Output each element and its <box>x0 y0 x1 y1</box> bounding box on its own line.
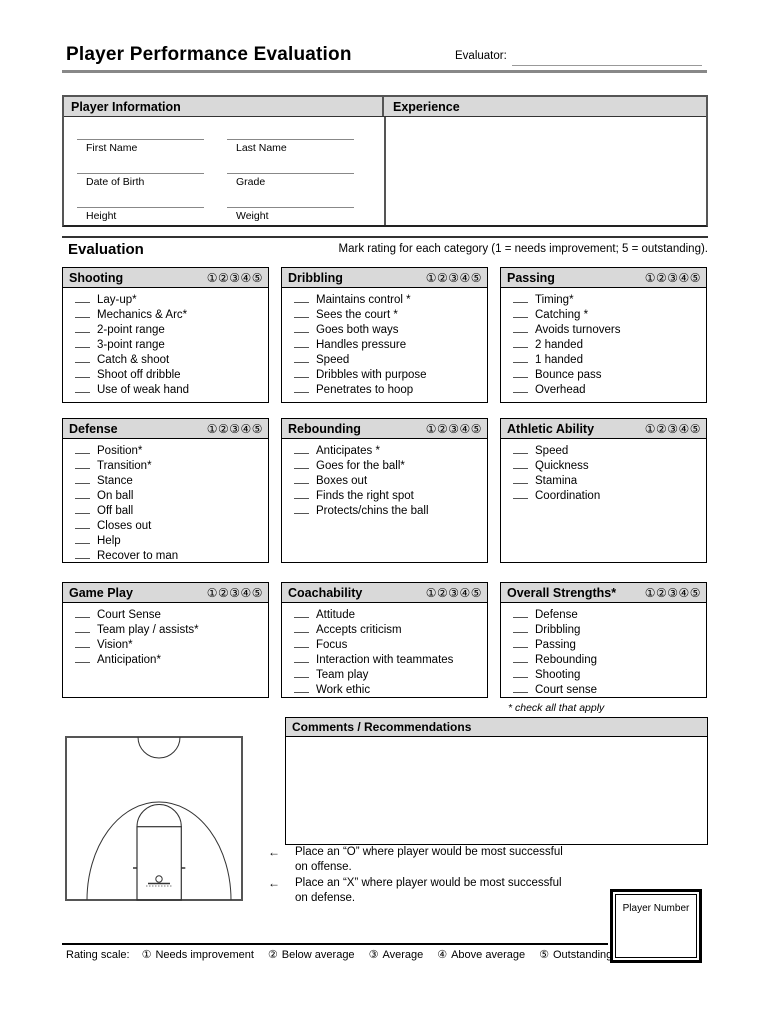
rating-blank[interactable] <box>75 489 90 499</box>
rating-item <box>294 668 483 683</box>
rating-blank[interactable] <box>294 668 309 678</box>
rating-blank[interactable] <box>75 549 90 559</box>
rating-item <box>513 608 702 623</box>
rating-item <box>513 383 702 398</box>
category-items <box>63 288 268 398</box>
input-field[interactable] <box>227 173 354 188</box>
category-box-game-play <box>62 582 269 698</box>
key-lane <box>137 827 181 900</box>
rating-blank[interactable] <box>294 474 309 484</box>
rating-item-label: Bounce pass <box>535 369 602 381</box>
rating-item <box>75 444 264 459</box>
rating-item-label: Coordination <box>535 490 601 502</box>
court-instructions <box>268 845 608 907</box>
rating-item <box>294 293 483 308</box>
field-row <box>77 139 377 154</box>
comments-header: Comments / Recommendations <box>286 718 707 737</box>
bottom-rule <box>62 943 608 945</box>
rating-item-label: Penetrates to hoop <box>316 384 414 396</box>
center-circle <box>138 737 180 758</box>
category-header <box>282 583 487 603</box>
rating-circles: ①②③④⑤ <box>425 585 482 600</box>
field-label: Height <box>86 210 117 222</box>
rating-blank[interactable] <box>75 504 90 514</box>
rating-scale-entry <box>369 948 424 961</box>
experience-header: Experience <box>382 97 706 116</box>
rating-item <box>513 293 702 308</box>
left-arrow-icon: ← <box>268 876 280 890</box>
rating-circles: ①②③④⑤ <box>206 585 263 600</box>
rating-item <box>513 623 702 638</box>
rating-item-label: Anticipates * <box>316 445 380 457</box>
rating-item-label: Catch & shoot <box>97 354 170 366</box>
input-field[interactable] <box>77 207 204 222</box>
rating-item <box>75 638 264 653</box>
rating-blank[interactable] <box>75 638 90 648</box>
rating-item <box>294 504 483 519</box>
rating-item-label: Avoids turnovers <box>535 324 621 336</box>
rating-circle-digit: ② <box>267 949 278 961</box>
input-field[interactable] <box>77 173 204 188</box>
comments-box <box>285 717 708 845</box>
rating-blank[interactable] <box>75 474 90 484</box>
three-point-arc <box>87 802 231 900</box>
rating-blank[interactable] <box>513 353 528 363</box>
rating-item <box>294 474 483 489</box>
rating-blank[interactable] <box>294 368 309 378</box>
rating-scale-label: Rating scale: <box>66 949 130 961</box>
rating-item <box>294 368 483 383</box>
rating-item-label: Finds the right spot <box>316 490 414 502</box>
field-underline[interactable] <box>227 207 354 208</box>
rating-item <box>75 459 264 474</box>
category-title: Overall Strengths* <box>507 585 617 600</box>
rating-item-label: Stance <box>97 475 133 487</box>
rating-blank[interactable] <box>75 623 90 633</box>
instruction-line-2: on offense. <box>295 861 352 873</box>
rating-item-label: Mechanics & Arc* <box>97 309 188 321</box>
category-title: Defense <box>69 421 118 436</box>
rating-item-label: Interaction with teammates <box>316 654 454 666</box>
rating-blank[interactable] <box>75 323 90 333</box>
rating-circle-digit: ④ <box>437 949 448 961</box>
rating-blank[interactable] <box>75 608 90 618</box>
rating-blank[interactable] <box>513 368 528 378</box>
rating-item-label: Attitude <box>316 609 355 621</box>
field-row <box>77 207 377 222</box>
field-underline[interactable] <box>77 207 204 208</box>
rating-blank[interactable] <box>513 623 528 633</box>
rating-blank[interactable] <box>294 504 309 514</box>
rating-item-label: Lay-up* <box>97 294 137 306</box>
rating-blank[interactable] <box>513 668 528 678</box>
rating-item <box>513 323 702 338</box>
rating-blank[interactable] <box>294 353 309 363</box>
rating-item-label: Use of weak hand <box>97 384 190 396</box>
rating-item-label: Off ball <box>97 505 134 517</box>
rating-item <box>513 459 702 474</box>
rating-scale-text: Needs improvement <box>155 949 254 961</box>
category-items <box>501 288 706 398</box>
rating-item <box>75 519 264 534</box>
rating-blank[interactable] <box>75 368 90 378</box>
rating-item-label: Rebounding <box>535 654 598 666</box>
basketball-rim <box>156 876 162 882</box>
rating-blank[interactable] <box>294 638 309 648</box>
rating-blank[interactable] <box>294 308 309 318</box>
rating-circles: ①②③④⑤ <box>644 421 701 436</box>
rating-item <box>294 653 483 668</box>
rating-item-label: Timing* <box>535 294 574 306</box>
rating-item-label: Accepts criticism <box>316 624 402 636</box>
player-info-header: Player Information <box>71 100 181 114</box>
rating-item <box>513 683 702 698</box>
rating-blank[interactable] <box>513 638 528 648</box>
rating-blank[interactable] <box>513 338 528 348</box>
rating-item <box>75 608 264 623</box>
field-label: Date of Birth <box>86 176 145 188</box>
rating-blank[interactable] <box>294 653 309 663</box>
rating-item-label: On ball <box>97 490 134 502</box>
rating-item <box>513 474 702 489</box>
field-underline[interactable] <box>227 139 354 140</box>
rating-item-label: 1 handed <box>535 354 583 366</box>
rating-scale-entries <box>142 948 627 961</box>
rating-item <box>75 368 264 383</box>
rating-item-label: Dribbles with purpose <box>316 369 427 381</box>
rating-item-label: Shooting <box>535 669 581 681</box>
rating-blank[interactable] <box>513 459 528 469</box>
rating-blank[interactable] <box>75 653 90 663</box>
rating-item <box>294 623 483 638</box>
evaluation-instruction: Mark rating for each category (1 = needs improvement; 5 = outstanding). <box>338 243 708 255</box>
field-underline[interactable] <box>77 139 204 140</box>
rating-item-label: Focus <box>316 639 348 651</box>
rating-item <box>75 353 264 368</box>
rating-blank[interactable] <box>75 519 90 529</box>
rating-item <box>294 353 483 368</box>
category-box-coachability <box>281 582 488 698</box>
rating-item-label: Team play <box>316 669 369 681</box>
rating-item <box>513 353 702 368</box>
category-header <box>282 268 487 288</box>
rating-item <box>294 638 483 653</box>
rating-blank[interactable] <box>294 444 309 454</box>
rating-item-label: Shoot off dribble <box>97 369 181 381</box>
category-header <box>63 268 268 288</box>
category-title: Shooting <box>69 270 124 285</box>
category-title: Passing <box>507 270 555 285</box>
rating-blank[interactable] <box>513 293 528 303</box>
rating-circles: ①②③④⑤ <box>644 270 701 285</box>
rating-item-label: Protects/chins the ball <box>316 505 429 517</box>
category-header <box>501 583 706 603</box>
rating-blank[interactable] <box>294 383 309 393</box>
rating-item <box>75 293 264 308</box>
field-label: Weight <box>236 210 269 222</box>
rating-item <box>513 308 702 323</box>
page-title: Player Performance Evaluation <box>66 44 352 65</box>
field-underline[interactable] <box>77 173 204 174</box>
rating-item-label: 2-point range <box>97 324 165 336</box>
rating-blank[interactable] <box>294 623 309 633</box>
evaluation-heading: Evaluation <box>68 241 144 258</box>
rating-item <box>513 653 702 668</box>
rating-item-label: Recover to man <box>97 550 179 562</box>
instruction-line-1: Place an “O” where player would be most successful <box>295 846 563 858</box>
rating-item-label: Catching * <box>535 309 589 321</box>
rating-blank[interactable] <box>294 459 309 469</box>
instruction-text <box>295 876 562 906</box>
section-rule <box>62 236 708 238</box>
player-info-table <box>62 95 708 227</box>
rating-blank[interactable] <box>513 308 528 318</box>
category-header <box>501 419 706 439</box>
field-row <box>77 173 377 188</box>
category-title: Game Play <box>69 585 133 600</box>
rating-item <box>75 383 264 398</box>
instruction-line-1: Place an “X” where player would be most successful <box>295 877 562 889</box>
rating-circles: ①②③④⑤ <box>206 270 263 285</box>
rating-item-label: Maintains control * <box>316 294 411 306</box>
rating-item <box>294 683 483 698</box>
rating-blank[interactable] <box>75 383 90 393</box>
rating-item <box>294 323 483 338</box>
rating-item-label: Help <box>97 535 121 547</box>
rating-item <box>513 668 702 683</box>
category-box-athletic-ability <box>500 418 707 563</box>
category-box-overall-strengths <box>500 582 707 698</box>
category-items <box>63 439 268 564</box>
rating-item-label: Transition* <box>97 460 152 472</box>
court-diagram[interactable] <box>62 733 247 905</box>
rating-item <box>75 549 264 564</box>
rating-item <box>513 638 702 653</box>
rating-item <box>75 489 264 504</box>
rating-blank[interactable] <box>75 459 90 469</box>
rating-circle-digit: ① <box>141 949 152 961</box>
category-header <box>501 268 706 288</box>
rating-item-label: Court sense <box>535 684 598 696</box>
rating-item <box>513 368 702 383</box>
rating-blank[interactable] <box>513 383 528 393</box>
rating-item-label: Anticipation* <box>97 654 161 666</box>
rating-item-label: Overhead <box>535 384 586 396</box>
instruction-block <box>268 845 608 875</box>
rating-blank[interactable] <box>75 308 90 318</box>
evaluator-label: Evaluator: <box>455 50 507 62</box>
rating-item <box>75 308 264 323</box>
rating-item-label: Goes for the ball* <box>316 460 405 472</box>
court-boundary <box>66 737 242 900</box>
category-items <box>501 603 706 698</box>
rating-blank[interactable] <box>513 474 528 484</box>
rating-blank[interactable] <box>75 444 90 454</box>
rating-blank[interactable] <box>513 489 528 499</box>
rating-item-label: Team play / assists* <box>97 624 199 636</box>
rating-item-label: Stamina <box>535 475 578 487</box>
player-number-label: Player Number <box>622 903 690 914</box>
field-label: Grade <box>236 176 266 188</box>
rating-circles: ①②③④⑤ <box>206 421 263 436</box>
evaluator-field[interactable] <box>512 65 702 66</box>
rating-item-label: Boxes out <box>316 475 368 487</box>
category-items <box>282 603 487 698</box>
input-field[interactable] <box>227 139 354 154</box>
player-number-inner[interactable] <box>615 894 697 958</box>
rating-item <box>75 323 264 338</box>
rating-item-label: Closes out <box>97 520 152 532</box>
rating-scale <box>66 948 626 961</box>
rating-item <box>294 489 483 504</box>
category-box-passing <box>500 267 707 403</box>
category-title: Athletic Ability <box>507 421 595 436</box>
category-header <box>63 583 268 603</box>
rating-scale-entry <box>268 948 355 961</box>
category-header <box>63 419 268 439</box>
rating-scale-text: Above average <box>451 949 526 961</box>
rating-item-label: Speed <box>316 354 350 366</box>
rating-scale-entry <box>142 948 254 961</box>
left-arrow-icon: ← <box>268 845 280 859</box>
rating-item <box>294 383 483 398</box>
rating-blank[interactable] <box>294 608 309 618</box>
category-box-defense <box>62 418 269 563</box>
rating-item <box>513 489 702 504</box>
category-title: Rebounding <box>288 421 361 436</box>
rating-circle-digit: ⑤ <box>539 949 549 961</box>
rating-circles: ①②③④⑤ <box>644 585 701 600</box>
rating-blank[interactable] <box>513 444 528 454</box>
experience-area[interactable] <box>386 117 706 225</box>
rating-item <box>75 653 264 668</box>
instruction-text <box>295 845 563 875</box>
rating-item <box>294 338 483 353</box>
category-items <box>501 439 706 504</box>
category-items <box>63 603 268 668</box>
rating-item-label: Position* <box>97 445 143 457</box>
rating-item <box>75 623 264 638</box>
category-title: Coachability <box>288 585 363 600</box>
rating-item <box>294 308 483 323</box>
rating-item <box>294 459 483 474</box>
rating-item-label: Goes both ways <box>316 324 399 336</box>
rating-item-label: Court Sense <box>97 609 161 621</box>
rating-circle-digit: ③ <box>368 949 379 961</box>
player-info-fields <box>77 139 377 241</box>
rating-circles: ①②③④⑤ <box>425 270 482 285</box>
rating-item-label: Vision* <box>97 639 133 651</box>
rating-blank[interactable] <box>513 653 528 663</box>
rating-circles: ①②③④⑤ <box>425 421 482 436</box>
rating-item-label: Defense <box>535 609 578 621</box>
rating-item <box>513 444 702 459</box>
title-underline <box>62 70 707 73</box>
rating-blank[interactable] <box>75 353 90 363</box>
rating-scale-text: Below average <box>281 949 355 961</box>
category-title: Dribbling <box>288 270 343 285</box>
player-info-header-row <box>64 97 706 117</box>
category-box-shooting <box>62 267 269 403</box>
rating-blank[interactable] <box>294 338 309 348</box>
category-header <box>282 419 487 439</box>
rating-scale-entry <box>539 948 612 961</box>
rating-item <box>513 338 702 353</box>
rating-blank[interactable] <box>75 534 90 544</box>
rating-item-label: Passing <box>535 639 576 651</box>
input-field[interactable] <box>77 139 204 154</box>
field-underline[interactable] <box>227 173 354 174</box>
rating-item-label: Sees the court * <box>316 309 398 321</box>
field-label: First Name <box>86 142 138 154</box>
rating-blank[interactable] <box>513 323 528 333</box>
rating-scale-text: Outstanding <box>552 949 613 961</box>
rating-blank[interactable] <box>294 323 309 333</box>
rating-item <box>75 504 264 519</box>
rating-blank[interactable] <box>294 683 309 693</box>
rating-scale-text: Average <box>382 949 424 961</box>
category-items <box>282 439 487 519</box>
instruction-block <box>268 876 608 906</box>
comments-area[interactable] <box>286 737 707 843</box>
rating-blank[interactable] <box>513 608 528 618</box>
rating-item-label: 2 handed <box>535 339 583 351</box>
rating-blank[interactable] <box>75 293 90 303</box>
category-items <box>282 288 487 398</box>
free-throw-circle <box>137 805 181 827</box>
rating-blank[interactable] <box>75 338 90 348</box>
rating-item-label: Work ethic <box>316 684 371 696</box>
rating-item-label: Speed <box>535 445 569 457</box>
rating-item <box>75 474 264 489</box>
rating-item <box>294 608 483 623</box>
rating-scale-entry <box>437 948 525 961</box>
category-box-rebounding <box>281 418 488 563</box>
category-box-dribbling <box>281 267 488 403</box>
rating-item <box>294 444 483 459</box>
check-all-footnote: * check all that apply <box>508 702 605 714</box>
input-field[interactable] <box>227 207 354 222</box>
rating-blank[interactable] <box>294 293 309 303</box>
rating-blank[interactable] <box>294 489 309 499</box>
rating-blank[interactable] <box>513 683 528 693</box>
rating-item <box>75 338 264 353</box>
field-label: Last Name <box>236 142 287 154</box>
rating-item-label: 3-point range <box>97 339 165 351</box>
rating-item-label: Dribbling <box>535 624 581 636</box>
instruction-line-2: on defense. <box>295 892 356 904</box>
rating-item-label: Handles pressure <box>316 339 407 351</box>
rating-item-label: Quickness <box>535 460 589 472</box>
rating-item <box>75 534 264 549</box>
